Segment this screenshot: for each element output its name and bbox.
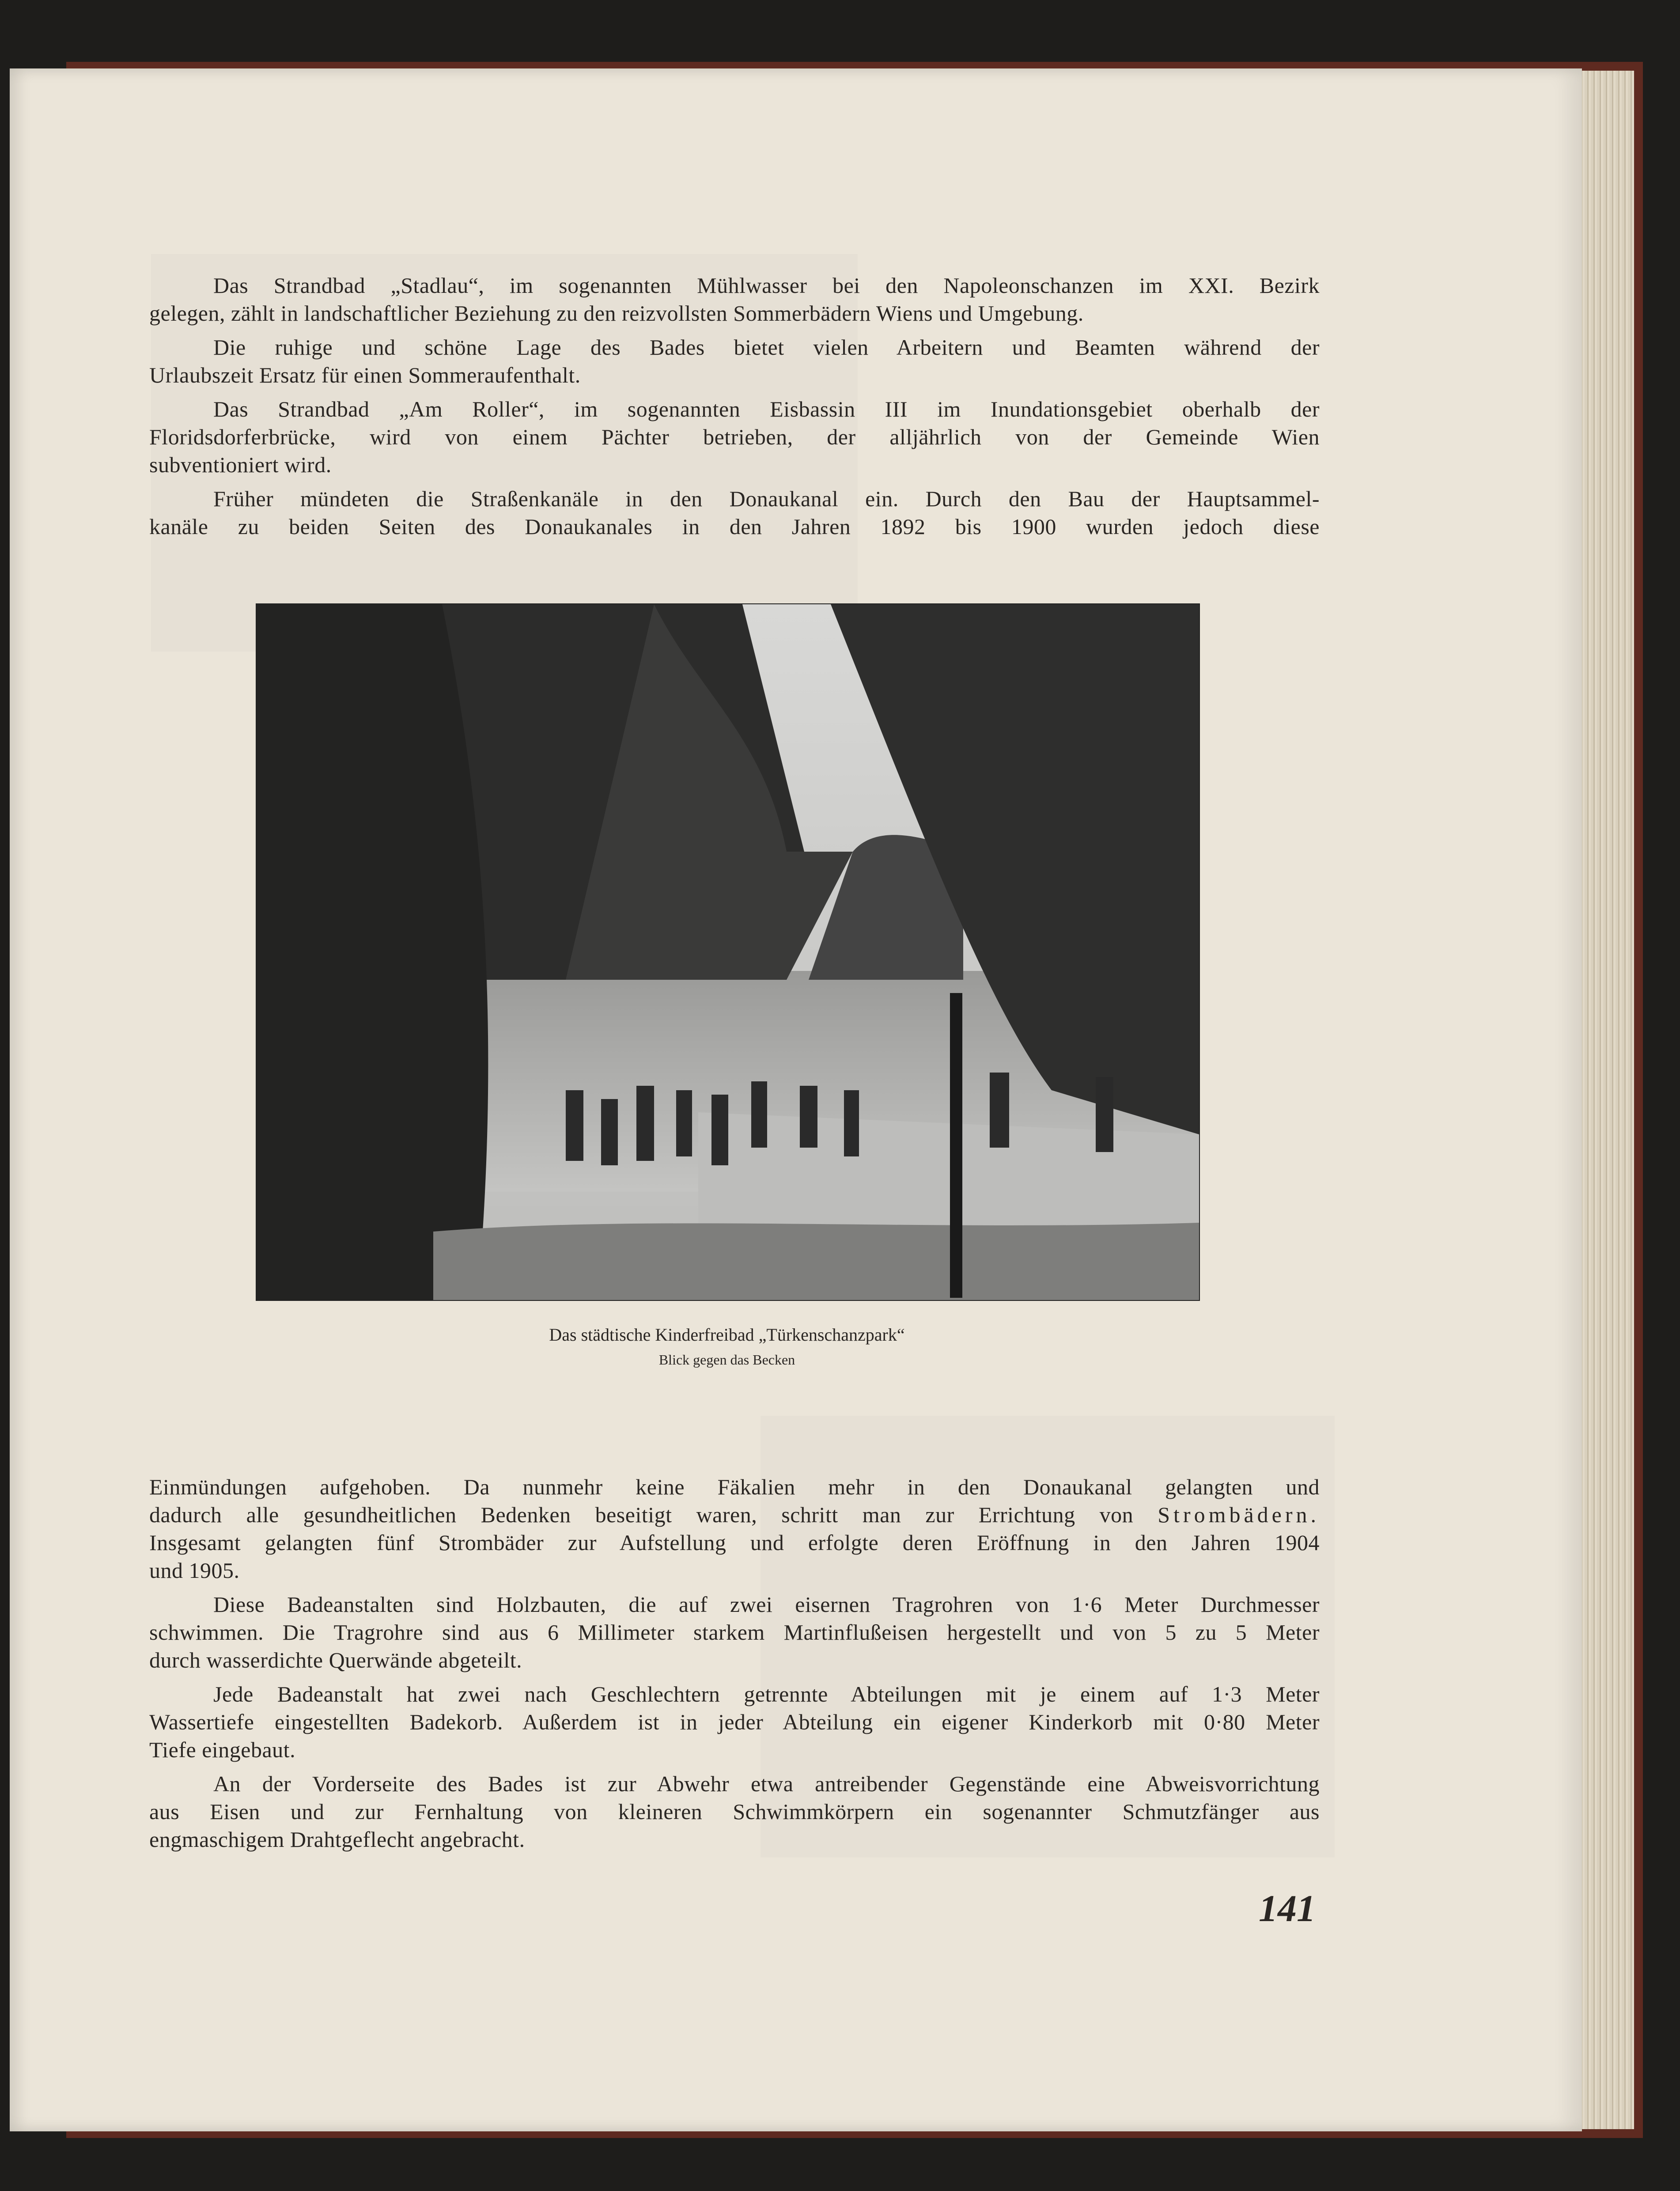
top-text <box>149 272 1320 547</box>
text-line <box>149 1501 1320 1529</box>
text-line: Urlaubszeit Ersatz für einen Sommeraufenthalt. <box>149 363 581 387</box>
paragraph <box>149 334 1320 389</box>
text-line: und 1905. <box>149 1558 240 1583</box>
page-number: 141 <box>1259 1887 1316 1929</box>
text-line: aus Eisen und zur Fernhaltung von kleineren Schwimmkörpern ein sogenannter Schmutzfänger aus <box>149 1799 1320 1824</box>
text-line: Früher mündeten die Straßenkanäle in den Donaukanal ein. Durch den Bau der Hauptsammel- <box>213 486 1320 511</box>
text-line: Einmündungen aufgehoben. Da nunmehr keine Fäkalien mehr in den Donaukanal gelangten und <box>149 1475 1320 1499</box>
paragraph <box>149 272 1320 327</box>
text-line: An der Vorderseite des Bades ist zur Abwehr etwa antreibender Gegenstände eine Abweisvorrichtung <box>213 1771 1320 1796</box>
text-line: Die ruhige und schöne Lage des Bades bietet vielen Arbeitern und Beamten während der <box>213 335 1320 360</box>
text-line: Insgesamt gelangten fünf Strombäder zur Aufstellung und erfolgte deren Eröffnung in den Jahren 1904 <box>149 1530 1320 1555</box>
photo-image <box>257 604 1199 1300</box>
text-segment: dadurch alle gesundheitlichen Bedenken beseitigt waren, schritt man zur Errichtung von <box>149 1502 1134 1527</box>
text-line: kanäle zu beiden Seiten des Donaukanales in den Jahren 1892 bis 1900 wurden jedoch diese <box>149 514 1320 539</box>
text-line: Diese Badeanstalten sind Holzbauten, die auf zwei eisernen Tragrohren von 1·6 Meter Durchmesser <box>213 1592 1320 1617</box>
text-line: schwimmen. Die Tragrohre sind aus 6 Millimeter starkem Martinflußeisen hergestellt und von 5 zu 5 Meter <box>149 1620 1320 1645</box>
text-line: gelegen, zählt in landschaftlicher Beziehung zu den reizvollsten Sommerbädern Wiens und Umgebung. <box>149 301 1084 326</box>
paragraph <box>149 1473 1320 1584</box>
text-line: durch wasserdichte Querwände abgeteilt. <box>149 1648 522 1672</box>
emphasis-strombaedern: Strombädern. <box>1158 1502 1320 1527</box>
text-line: Wassertiefe eingestellten Badekorb. Außerdem ist in jeder Abteilung ein eigener Kinderkorb mit 0·80 Meter <box>149 1710 1320 1734</box>
figure-caption-subtitle: Blick gegen das Becken <box>658 1352 795 1368</box>
bottom-text <box>149 1473 1320 1860</box>
photo-kinderfreibad <box>256 603 1200 1301</box>
paragraph <box>149 1770 1320 1854</box>
paragraph <box>149 1591 1320 1674</box>
text-line: Tiefe eingebaut. <box>149 1737 296 1762</box>
figure-caption-title: Das städtische Kinderfreibad „Türkenschanzpark“ <box>549 1325 905 1345</box>
text-line: Das Strandbad „Am Roller“, im sogenannten Eisbassin III im Inundationsgebiet oberhalb der <box>213 397 1320 421</box>
text-line: engmaschigem Drahtgeflecht angebracht. <box>149 1827 525 1852</box>
paragraph <box>149 395 1320 479</box>
paragraph <box>149 485 1320 541</box>
text-line: Das Strandbad „Stadlau“, im sogenannten Mühlwasser bei den Napoleonschanzen im XXI. Bezirk <box>213 273 1320 298</box>
text-line: Jede Badeanstalt hat zwei nach Geschlechtern getrennte Abteilungen mit je einem auf 1·3 Meter <box>213 1682 1320 1706</box>
text-line: Floridsdorferbrücke, wird von einem Pächter betrieben, der alljährlich von der Gemeinde Wien <box>149 425 1320 449</box>
text-line: subventioniert wird. <box>149 452 332 477</box>
paragraph <box>149 1680 1320 1764</box>
